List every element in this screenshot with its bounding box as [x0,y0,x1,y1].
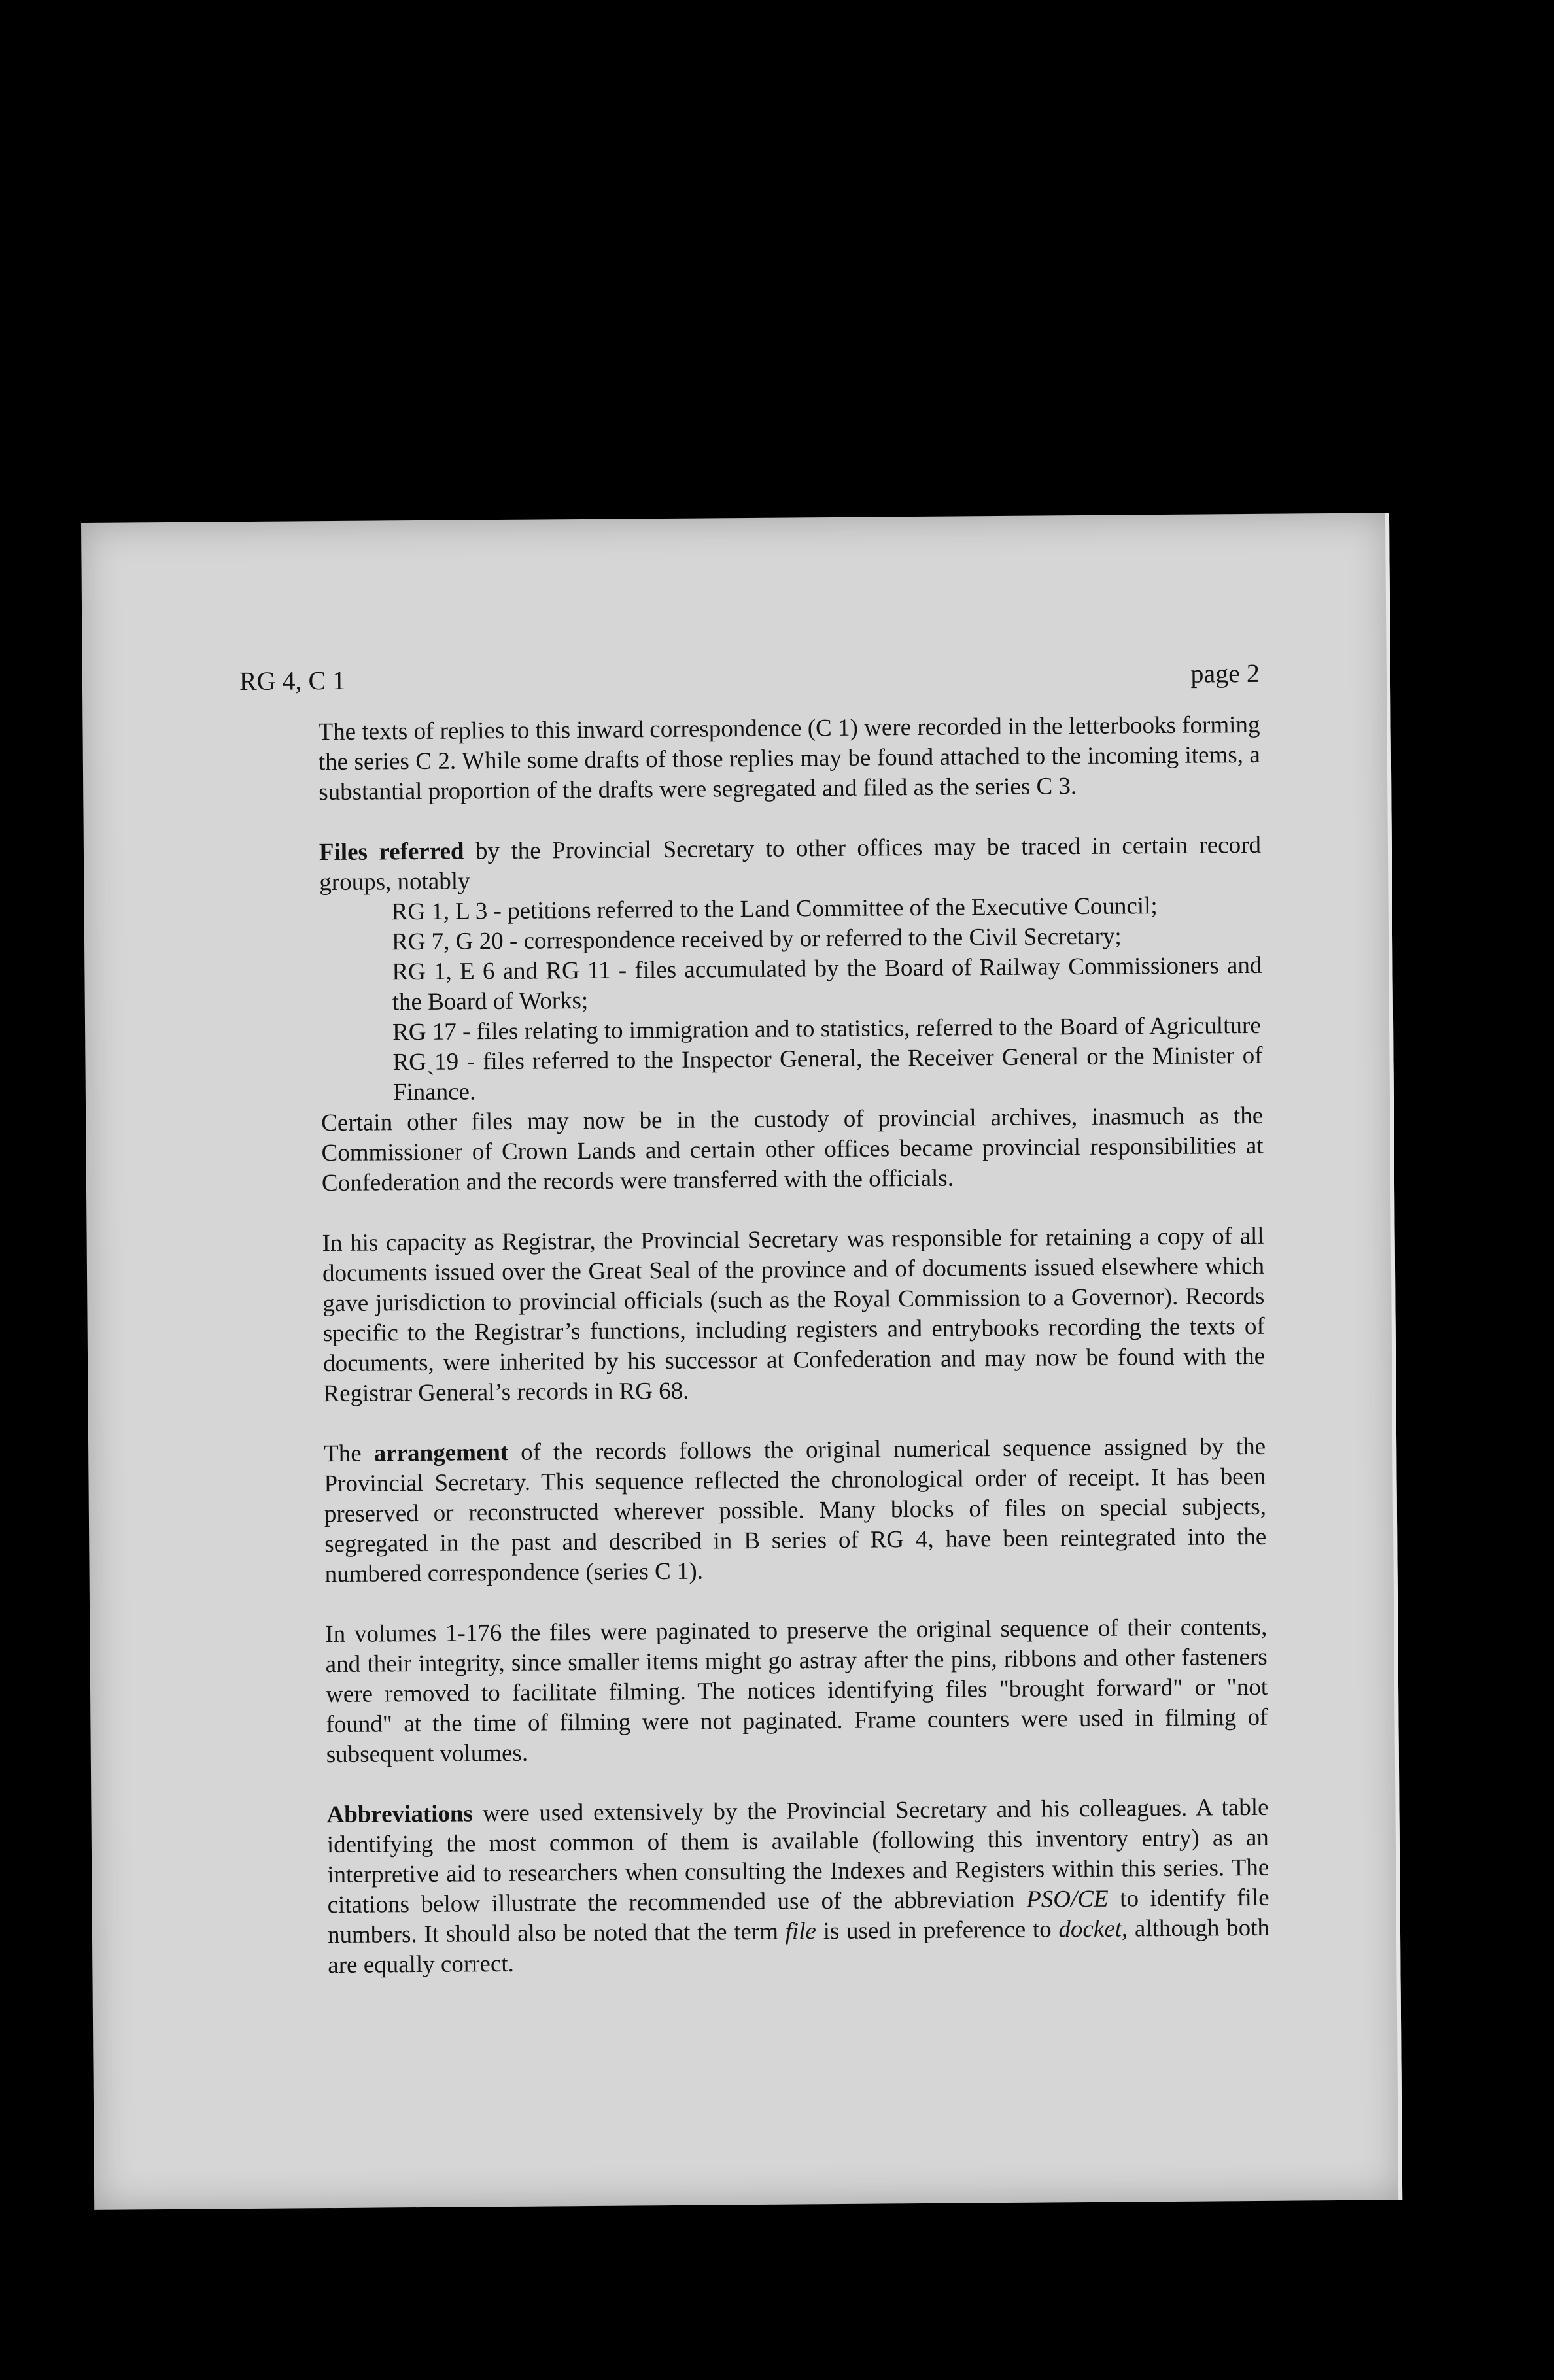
list-item: RGˎ19 - files referred to the Inspector General, the Receiver General or the Minister of Finance. [392,1042,1263,1106]
abbreviations-heading: Abbreviations [326,1800,474,1829]
document-page [81,513,1402,2210]
paragraph-provincial-archives: Certain other files may now be in the custody of provincial archives, inasmuch as the Commissioner of Crown Lands and certain other offices became provincial responsibilities at Confederation and the records were transferred with the officials. [321,1102,1264,1197]
abbreviations-text-2: to identify file numbers. It should also be noted that the term [327,1884,1269,1949]
files-referred-heading: Files referred [319,838,464,866]
document-body [318,710,1269,2011]
list-item: RG 1, L 3 - petitions referred to the Land Committee of the Executive Council; [391,892,1158,926]
paragraph-replies: The texts of replies to this inward correspondence (C 1) were recorded in the letterbooks forming the series C 2. While some drafts of those replies may be found attached to the incoming items, a substantial proportion of the drafts were segregated and filed as the series C 3. [318,711,1260,806]
list-item: RG 1, E 6 and RG 11 - files accumulated by the Board of Railway Commissioners and the Board of Works; [392,951,1262,1016]
page-header [239,658,1260,705]
arrangement-text: of the records follows the original numerical sequence assigned by the Provincial Secretary. This sequence reflected the chronological order of receipt. It has been preserved or reconstructed wherever possible. Many blocks of files on special subjects, segregated in the past and described in B series of RG 4, have been reintegrated into the numbered correspondence (series C 1). [324,1433,1267,1588]
term-file: file [785,1918,817,1945]
record-group-reference: RG 4, C 1 [239,665,346,696]
page-edge [1385,513,1402,2200]
abbreviations-text-3: is used in preference to [816,1916,1059,1945]
paragraph-volumes: In volumes 1-176 the files were paginated to preserve the original sequence of their contents, and their integrity, since smaller items might go astray after the pins, ribbons and other fasteners were removed to facilitate filming. The notices identifying files "brought forward" or "not found" at the time of filming were not paginated. Frame counters were used in filming of subsequent volumes. [325,1613,1268,1769]
arrangement-pre: The [324,1440,374,1468]
term-docket: docket [1058,1915,1122,1943]
paragraph-registrar: In his capacity as Registrar, the Provincial Secretary was responsible for retaining a copy of all documents issued over the Great Seal of the province and of documents issued elsewhere which gave jurisdiction to provincial officials (such as the Royal Commission to a Governor). Records specific to the Registrar’s functions, including registers and entrybooks recording the texts of documents, were inherited by his successor at Confederation and may now be found with the Registrar General’s records in RG 68. [322,1222,1266,1408]
arrangement-heading: arrangement [373,1438,509,1467]
referred-files-list [392,891,1263,1108]
files-referred-intro: by the Provincial Secretary to other offices may be traced in certain record groups, notably [319,831,1262,896]
page-number: page 2 [1190,658,1260,688]
paragraph-files-referred [319,830,1262,898]
paragraph-arrangement [324,1432,1267,1590]
paragraph-abbreviations [326,1793,1269,1980]
abbreviation-term: PSO/CE [1026,1885,1109,1913]
abbreviations-text-1: were used extensively by the Provincial Secretary and his colleagues. A table identifying the most common of them is available (following this inventory entry) as an interpretive aid to researchers when consulting the Indexes and Registers within this series. The citations below illustrate the recommended use of the abbreviation [326,1794,1269,1919]
abbreviations-text-4: , although both are equally correct. [328,1914,1270,1979]
list-item: RG 17 - files relating to immigration and to statistics, referred to the Board of Agriculture [392,1012,1261,1046]
list-item: RG 7, G 20 - correspondence received by or referred to the Civil Secretary; [391,923,1122,956]
